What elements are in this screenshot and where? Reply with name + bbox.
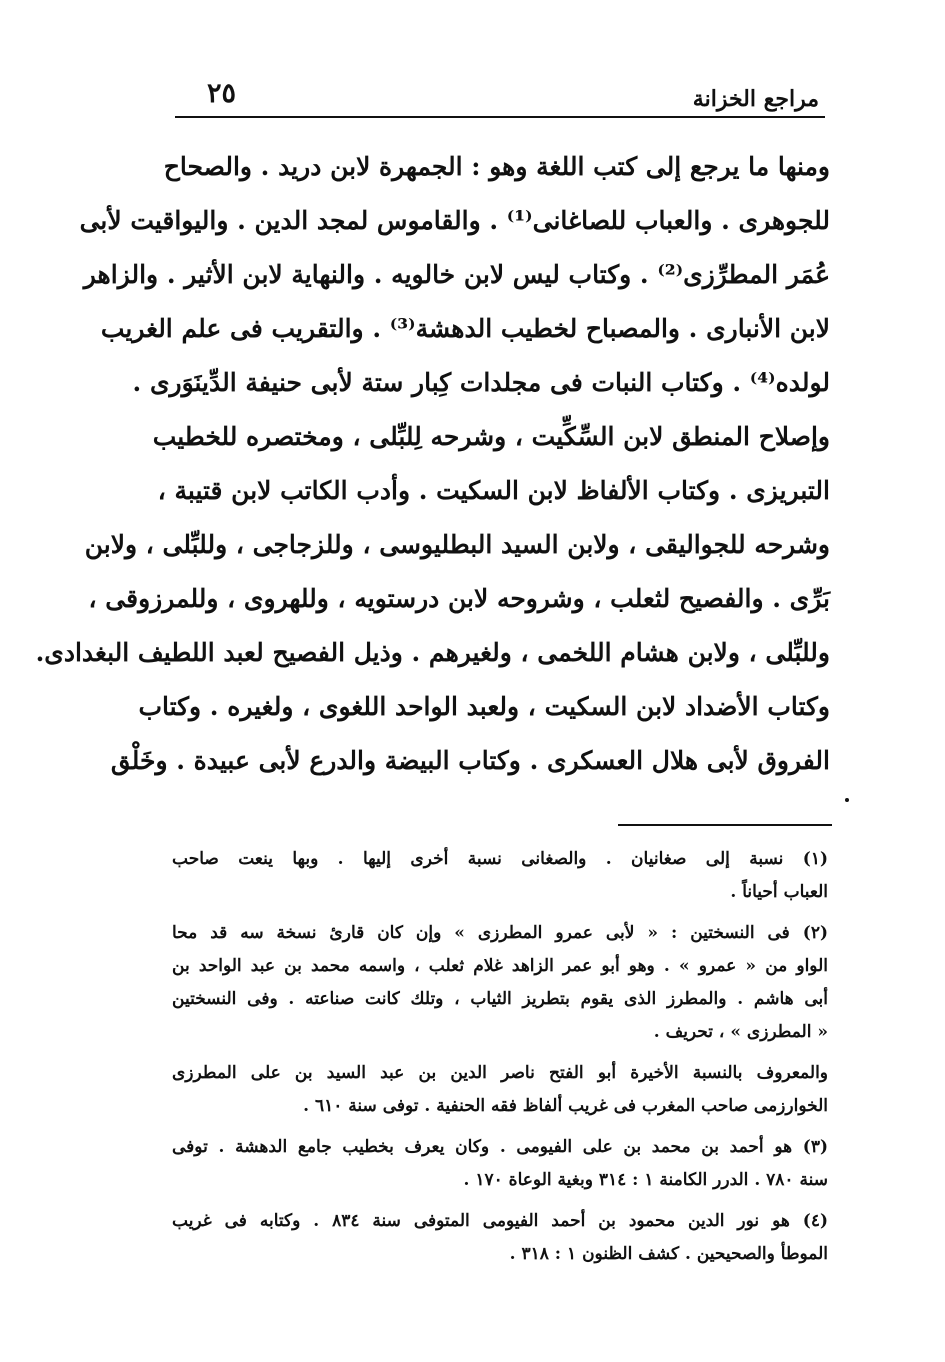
main-text <box>35 140 830 788</box>
text-line: لولده⁽⁴⁾ . وكتاب النبات فى مجلدات كِبار ستة لأبى حنيفة الدِّينَوَرى . <box>132 368 830 397</box>
footnote-line: الموطأ والصحيحين . كشف الظنون ١ : ٣١٨ . <box>509 1244 828 1264</box>
text-line: ومنها ما يرجع إلى كتب اللغة وهو : الجمهرة لابن دريد . والصحاح <box>163 152 830 181</box>
text-line: وشرحه للجواليقى ، ولابن السيد البطليوسى ، وللزجاجى ، وللبِّلى ، ولابن <box>84 530 830 559</box>
footnote-4 <box>172 1205 828 1271</box>
footnote-separator <box>618 824 832 826</box>
footnote-line: (١) نسبة إلى صغانيان . والصغانى نسبة أخرى إليها . وبها ينعت صاحب <box>172 849 828 869</box>
footnote-line: العباب أحياناً . <box>730 882 828 902</box>
text-line: وللبِّلى ، ولابن هشام اللخمى ، ولغيرهم . وذيل الفصيح لعبد اللطيف البغدادى. <box>35 638 830 667</box>
text-line: لابن الأنبارى . والمصباح لخطيب الدهشة⁽³⁾ . والتقريب فى علم الغريب <box>100 314 830 343</box>
text-line: التبريزى . وكتاب الألفاظ لابن السكيت . وأدب الكاتب لابن قتيبة ، <box>157 476 830 505</box>
footnote-line: (٤) هو نور الدين محمود بن أحمد الفيومى المتوفى سنة ٨٣٤ . وكتابه فى غريب <box>172 1211 828 1231</box>
running-header <box>175 76 825 118</box>
footnote-line: « المطرزى » ، تحريف . <box>653 1022 828 1042</box>
text-line: للجوهرى . والعباب للصاغانى⁽¹⁾ . والقاموس لمجد الدين . واليواقيت لأبى <box>79 206 830 235</box>
footnote-line: (٣) هو أحمد بن محمد بن على الفيومى . وكان يعرف بخطيب جامع الدهشة . توفى <box>172 1137 828 1157</box>
footnote-line: والمعروف بالنسبة الأخيرة أبو الفتح ناصر الدين بن عبد السيد بن على المطرزى <box>172 1063 828 1083</box>
footnote-2-continued <box>172 1057 828 1123</box>
footnote-line: أبى هاشم . والمطرز الذى يقوم بتطريز الثياب ، وتلك كانت صناعته . وفى النسختين <box>172 989 828 1009</box>
footnote-line: سنة ٧٨٠ . الدرر الكامنة ١ : ٣١٤ وبغية الوعاة ١٧٠ . <box>463 1170 828 1190</box>
footnotes <box>172 843 828 1279</box>
text-line: وكتاب الأضداد لابن السكيت ، ولعبد الواحد اللغوى ، ولغيره . وكتاب <box>138 692 830 721</box>
footnote-1 <box>172 843 828 909</box>
footnote-line: الواو من « عمرو » . وهو أبو عمر الزاهد غلام ثعلب ، واسمه محمد بن عبد الواحد بن <box>172 956 828 976</box>
footnote-line: (٢) فى النسختين : « لأبى عمرو المطرزى » وإن كان قارئ نسخة سه قد محا <box>172 923 828 943</box>
footnote-line: الخوارزمى صاحب المغرب فى غريب ألفاظ فقه الحنفية . توفى سنة ٦١٠ . <box>303 1096 828 1116</box>
text-line: الفروق لأبى هلال العسكرى . وكتاب البيضة والدرع لأبى عبيدة . وخَلْق <box>110 746 830 775</box>
text-line: وإصلاح المنطق لابن السِّكِّيت ، وشرحه لِلبِّلى ، ومختصره للخطيب <box>152 422 830 451</box>
margin-mark <box>845 798 849 802</box>
footnote-2 <box>172 917 828 1049</box>
text-line: بَرِّى . والفصيح لثعلب ، وشروحه لابن درستويه ، وللهروى ، وللمرزوقى ، <box>88 584 830 613</box>
text-line: عُمَر المطرِّزى⁽²⁾ . وكتاب ليس لابن خالويه . والنهاية لابن الأثير . والزاهر <box>83 260 830 289</box>
page-number: ٢٥ <box>207 78 237 109</box>
footnote-3 <box>172 1131 828 1197</box>
running-title: مراجع الخزانة <box>692 86 819 112</box>
